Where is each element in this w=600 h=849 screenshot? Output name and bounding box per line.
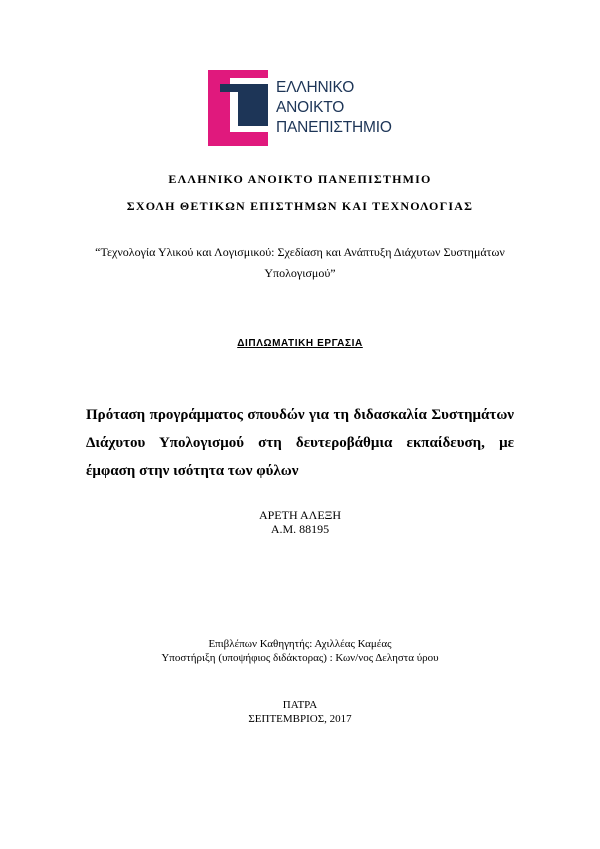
supervisor: Επιβλέπων Καθηγητής: Αχιλλέας Καμέας bbox=[208, 638, 392, 650]
author-block bbox=[0, 508, 600, 536]
author-id: Α.Μ. 88195 bbox=[270, 522, 330, 536]
city: ΠΑΤΡΑ bbox=[282, 699, 318, 711]
university-logo bbox=[206, 70, 396, 146]
author-name: ΑΡΕΤΗ ΑΛΕΞΗ bbox=[258, 508, 342, 522]
document-type-label: ΔΙΠΛΩΜΑΤΙΚΗ ΕΡΓΑΣΙΑ bbox=[237, 338, 363, 349]
date: ΣΕΠΤΕΜΒΡΙΟΣ, 2017 bbox=[248, 713, 352, 725]
document-type bbox=[0, 338, 600, 349]
logo-line-1: ΕΛΛΗΝΙΚΟ bbox=[276, 79, 355, 96]
support: Υποστήριξη (υποψήφιος διδάκτορας) : Κων/νος Δεληστα ύρου bbox=[161, 652, 439, 664]
thesis-title: Πρόταση προγράμματος σπουδών για τη διδασκαλία Συστημάτων Διάχυτου Υπολογισμού στη δευτεροβάθμια εκπαίδευση, με έμφαση στην ισότητα των φύλων bbox=[86, 407, 514, 479]
logo-line-3: ΠΑΝΕΠΙΣΤΗΜΙΟ bbox=[276, 119, 392, 136]
school-name: ΣΧΟΛΗ ΘΕΤΙΚΩΝ ΕΠΙΣΤΗΜΩΝ ΚΑΙ ΤΕΧΝΟΛΟΓΙΑΣ bbox=[126, 199, 474, 213]
logo-line-2: ΑΝΟΙΚΤΟ bbox=[276, 99, 345, 116]
supervision-block bbox=[0, 637, 600, 665]
footer-block bbox=[0, 698, 600, 726]
university-name: ΕΛΛΗΝΙΚΟ ΑΝΟΙΚΤΟ ΠΑΝΕΠΙΣΤΗΜΙΟ bbox=[168, 172, 432, 186]
program-name: “Τεχνολογία Υλικού και Λογισμικού: Σχεδίαση και Ανάπτυξη Διάχυτων Συστημάτων Υπολογισμού” bbox=[95, 245, 505, 280]
logo-text bbox=[276, 78, 392, 138]
logo-mark-icon bbox=[206, 70, 270, 146]
